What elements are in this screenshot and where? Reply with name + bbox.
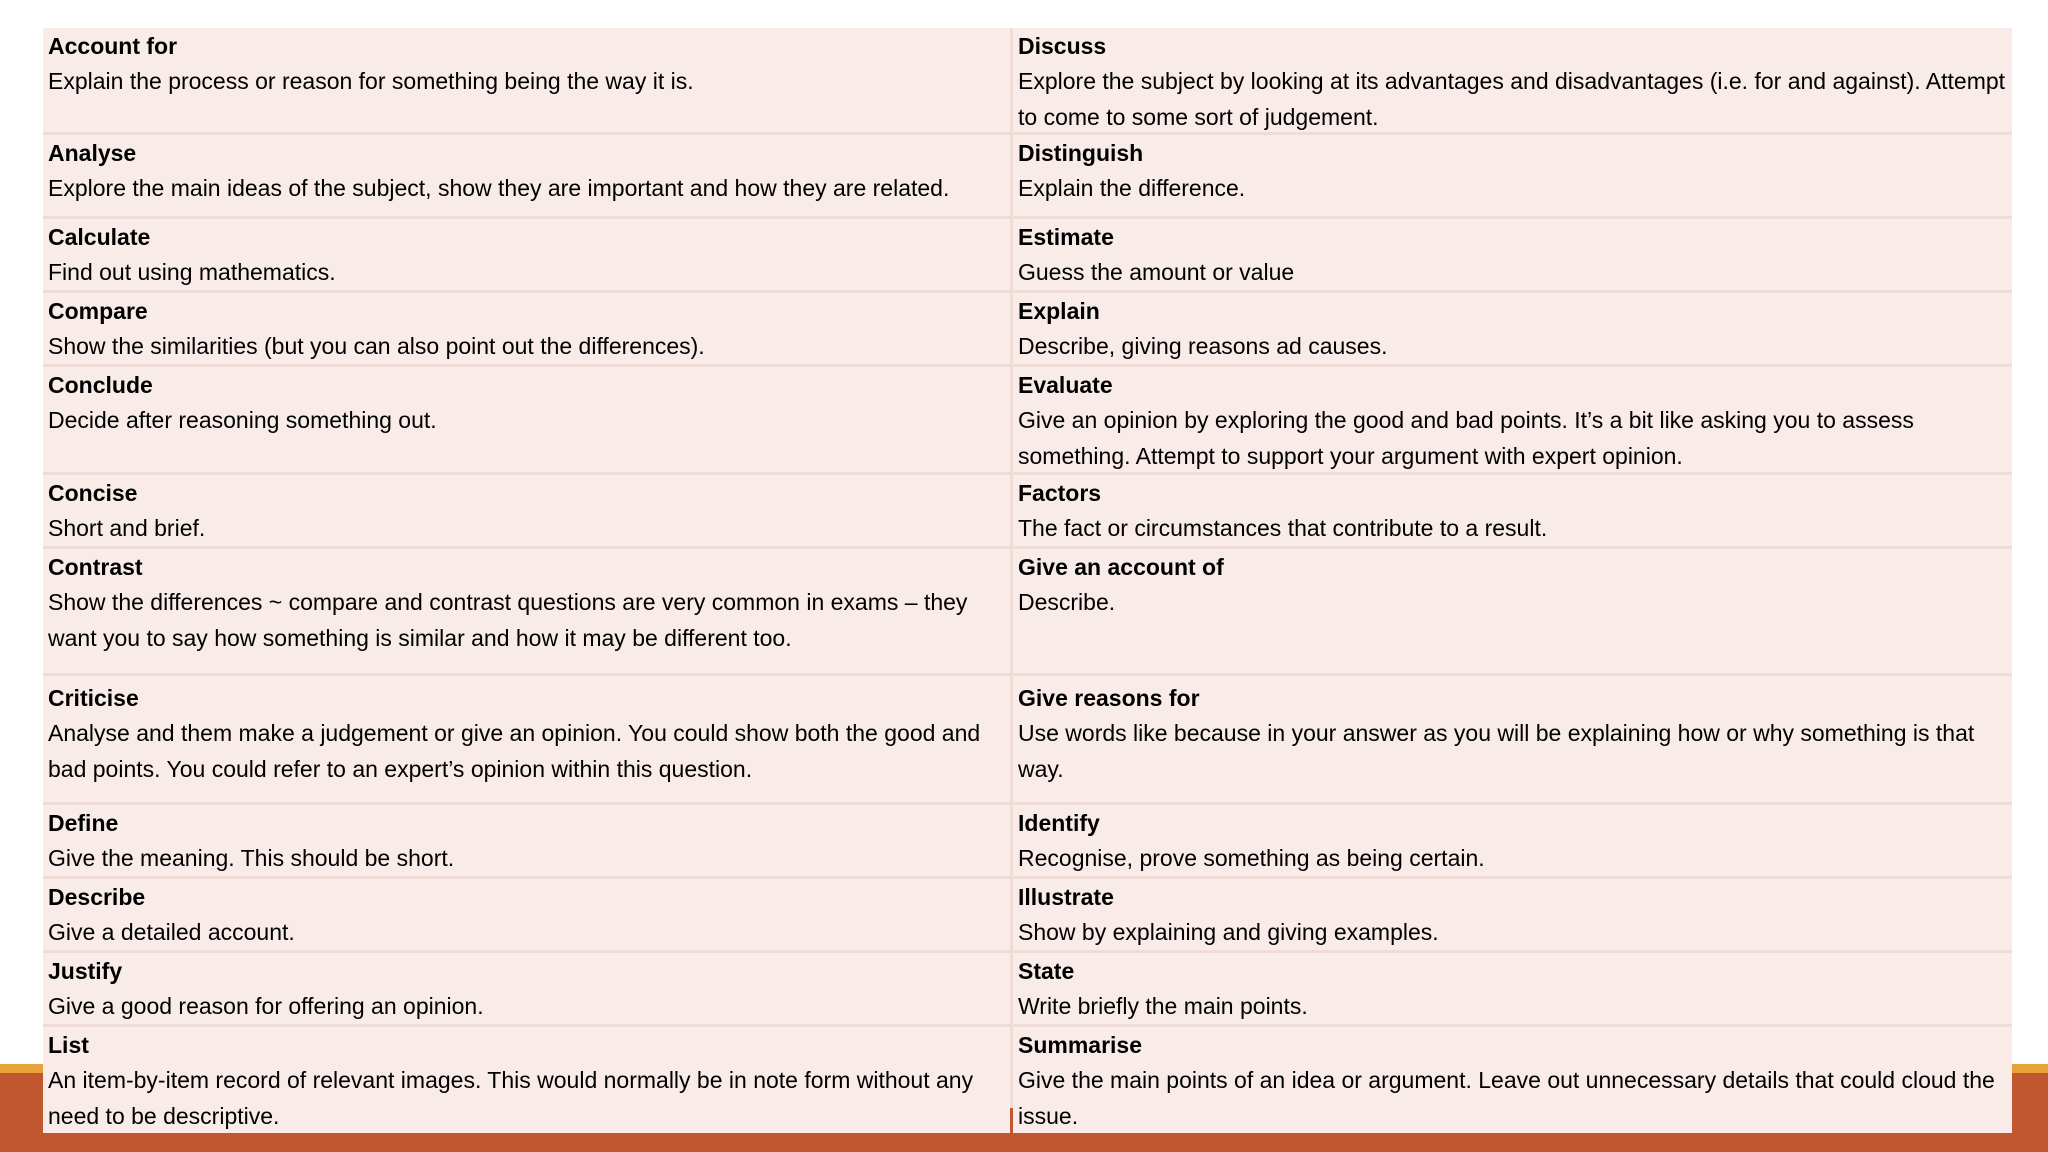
glossary-cell bbox=[1013, 135, 2012, 216]
glossary-term: Give reasons for bbox=[1018, 685, 1200, 711]
glossary-term: Discuss bbox=[1018, 33, 1107, 59]
glossary-term: Explain bbox=[1018, 298, 1100, 324]
glossary-definition: Explain the process or reason for something being the way it is. bbox=[48, 68, 694, 95]
glossary-cell bbox=[43, 879, 1010, 950]
glossary-term: Concise bbox=[48, 480, 138, 506]
glossary-definition: Describe. bbox=[1018, 589, 1116, 616]
glossary-term: Contrast bbox=[48, 554, 143, 580]
glossary-definition: Use words like because in your answer as you will be explaining how or why something is that way. bbox=[1018, 720, 1975, 782]
glossary-cell bbox=[1013, 475, 2012, 546]
glossary-term: Give an account of bbox=[1018, 554, 1224, 580]
glossary-term: Justify bbox=[48, 958, 123, 984]
glossary-definition: Describe, giving reasons ad causes. bbox=[1018, 333, 1388, 360]
glossary-definition: Give an opinion by exploring the good and bad points. It’s a bit like asking you to assess something. Attempt to support your argument with expert opinion. bbox=[1018, 407, 1914, 469]
glossary-term: State bbox=[1018, 958, 1075, 984]
glossary-term: Distinguish bbox=[1018, 140, 1144, 166]
glossary-cell bbox=[43, 475, 1010, 546]
glossary-cell bbox=[1013, 293, 2012, 364]
glossary-cell bbox=[1013, 1027, 2012, 1133]
glossary-cell bbox=[1013, 367, 2012, 472]
glossary-cell bbox=[1013, 549, 2012, 673]
glossary-cell bbox=[43, 293, 1010, 364]
glossary-cell bbox=[1013, 676, 2012, 802]
glossary-cell bbox=[1013, 219, 2012, 290]
glossary-term: Factors bbox=[1018, 480, 1102, 506]
glossary-term: Conclude bbox=[48, 372, 153, 398]
glossary-cell bbox=[43, 219, 1010, 290]
glossary-definition: Explore the subject by looking at its advantages and disadvantages (i.e. for and against). Attempt to come to some sort of judgement. bbox=[1018, 68, 2006, 130]
glossary-term: List bbox=[48, 1032, 89, 1058]
glossary-cell bbox=[1013, 28, 2012, 132]
glossary-definition: Find out using mathematics. bbox=[48, 259, 336, 286]
glossary-term: Describe bbox=[48, 884, 146, 910]
glossary-definition: Explore the main ideas of the subject, show they are important and how they are related. bbox=[48, 175, 950, 202]
glossary-term: Define bbox=[48, 810, 119, 836]
glossary-term: Criticise bbox=[48, 685, 139, 711]
glossary-definition: Write briefly the main points. bbox=[1018, 993, 1308, 1020]
glossary-cell bbox=[43, 676, 1010, 802]
glossary-cell bbox=[1013, 879, 2012, 950]
glossary-term: Identify bbox=[1018, 810, 1100, 836]
glossary-cell bbox=[43, 28, 1010, 132]
glossary-term: Calculate bbox=[48, 224, 151, 250]
glossary-term: Compare bbox=[48, 298, 148, 324]
glossary-definition: Analyse and them make a judgement or give an opinion. You could show both the good and bad points. You could refer to an expert’s opinion within this question. bbox=[48, 720, 981, 782]
glossary-definition: The fact or circumstances that contribute to a result. bbox=[1018, 515, 1548, 542]
glossary-term: Evaluate bbox=[1018, 372, 1113, 398]
glossary-definition: Give a detailed account. bbox=[48, 919, 295, 946]
glossary-cell bbox=[43, 1027, 1010, 1133]
glossary-definition: Give a good reason for offering an opinion. bbox=[48, 993, 484, 1020]
glossary-cell bbox=[1013, 953, 2012, 1024]
glossary-definition: Give the main points of an idea or argument. Leave out unnecessary details that could cloud the issue. bbox=[1018, 1067, 1995, 1129]
glossary-definition: Decide after reasoning something out. bbox=[48, 407, 437, 434]
glossary-cell bbox=[43, 135, 1010, 216]
glossary-term: Illustrate bbox=[1018, 884, 1114, 910]
glossary-term: Summarise bbox=[1018, 1032, 1143, 1058]
glossary-cell bbox=[43, 367, 1010, 472]
glossary-table bbox=[43, 28, 2012, 1129]
glossary-definition: An item-by-item record of relevant images. This would normally be in note form without any need to be descriptive. bbox=[48, 1067, 974, 1129]
glossary-definition: Show the similarities (but you can also point out the differences). bbox=[48, 333, 705, 360]
glossary-term: Analyse bbox=[48, 140, 137, 166]
glossary-definition: Give the meaning. This should be short. bbox=[48, 845, 455, 872]
glossary-definition: Show the differences ~ compare and contrast questions are very common in exams – they want you to say how something is similar and how it may be different too. bbox=[48, 589, 968, 651]
glossary-cell bbox=[43, 953, 1010, 1024]
glossary-definition: Recognise, prove something as being certain. bbox=[1018, 845, 1485, 872]
glossary-term: Account for bbox=[48, 33, 178, 59]
glossary-definition: Guess the amount or value bbox=[1018, 259, 1295, 286]
glossary-cell bbox=[1013, 805, 2012, 876]
glossary-definition: Short and brief. bbox=[48, 515, 206, 542]
glossary-definition: Show by explaining and giving examples. bbox=[1018, 919, 1439, 946]
glossary-cell bbox=[43, 549, 1010, 673]
glossary-definition: Explain the difference. bbox=[1018, 175, 1246, 202]
glossary-cell bbox=[43, 805, 1010, 876]
glossary-term: Estimate bbox=[1018, 224, 1114, 250]
